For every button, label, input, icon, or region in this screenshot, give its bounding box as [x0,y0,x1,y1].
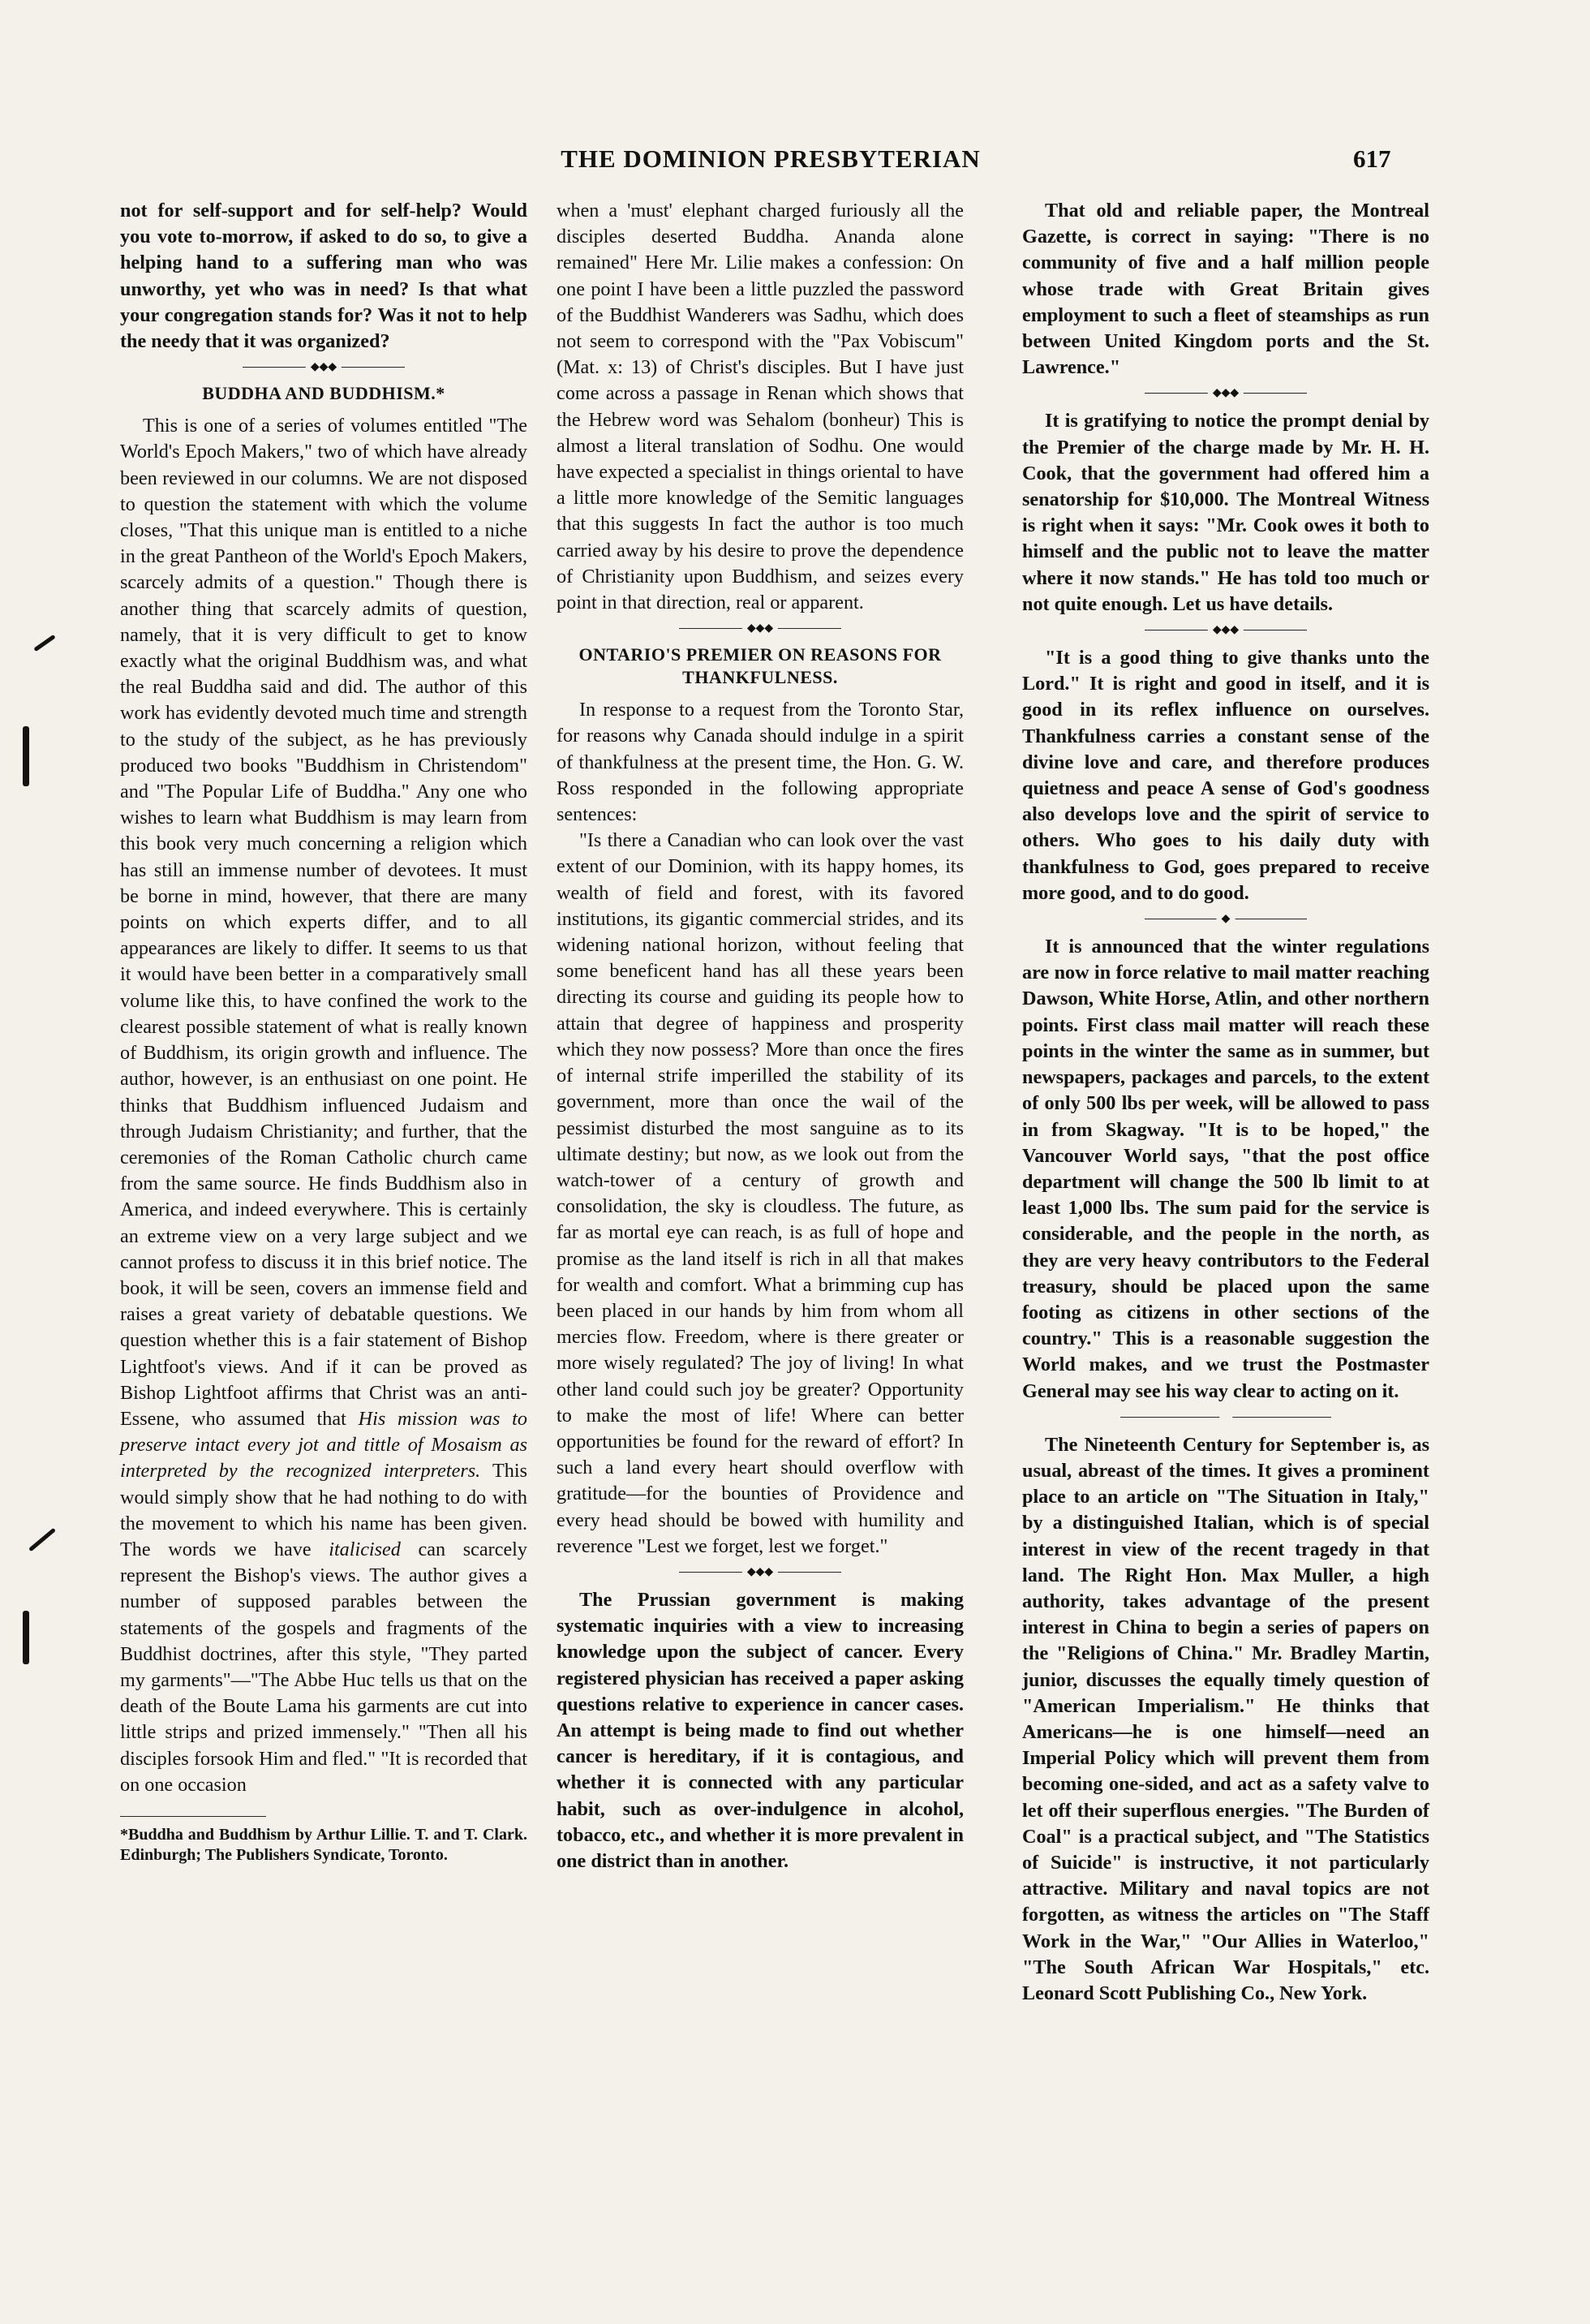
col3-para4: It is announced that the winter regulations are now in force relative to mail matter reaching Dawson, White Horse, Atlin, and other northern points. First class mail matter will reach these points in the winter the same as in summer, but newspapers, packages and parcels, to the extent of only 500 lbs per week, will be allowed to pass in from Skagway. "It is to be hoped," the Vancouver World says, "that the post office department will change the 500 lb limit to at least 1,000 lbs. The sum paid for the service is considerable, and the people in the north, as they are very heavy contributors to the Federal treasury, should be placed upon the same footing as citizens in other sections of the country." This is a reasonable suggestion the World makes, and we trust the Postmaster General may see his way clear to acting on it. [1022,936,1429,1402]
page-header-title: THE DOMINION PRESBYTERIAN [561,144,981,173]
section-divider: ◆◆◆ [243,363,405,372]
section-divider: ◆◆◆ [679,624,841,634]
footnote: *Buddha and Buddhism by Arthur Lillie. T. and T. Clark. Edinburgh; The Publishers Syndicate, Toronto. [120,1825,527,1864]
margin-mark [23,726,29,786]
col3-para5: The Nineteenth Century for September is, as usual, abreast of the times. It gives a prominent place to an article on "The Situation in Italy," by a distinguished Italian, which is of special interest in view of the recent tragedy in that land. The Right Hon. Max Muller, a high authority, takes advantage of the present interest in China to begin a series of papers on the "Religions of China." Mr. Bradley Martin, junior, discusses the equally timely question of "American Imperialism." He thinks that Americans—he is one himself—need an Imperial Policy which will prevent them from becoming one-sided, and act as a safety valve to let off their superflous energies. "The Burden of Coal" is a practical subject, and "The Statistics of Suicide" is instructive, it not particularly attractive. Military and naval topics are not forgotten, as witness the articles on "The Staff Work in the War," "Our Allies in Waterloo," "The South African War Hospitals," etc. Leonard Scott Publishing Co., New York. [1022,1433,1429,2004]
col1-body-part2: This would simply show that he had nothing to do with the movement to which his name has been given. The words we have [120,1460,527,1560]
heading-buddha-and-buddhism: BUDDHA AND BUDDHISM.* [202,383,445,404]
col2-para3: "Is there a Canadian who can look over the vast extent of our Dominion, with its happy homes, its wealth of field and forest, with its favored institutions, its gigantic commercial strides, and its widening national horizon, without feeling that some beneficent hand has all these years been directing its course and guiding its people how to attain that degree of happiness and prosperity which they now possess? More than once the fires of internal strife imperilled the stability of its government, more than once the wail of the pessimist disturbed the most sanguine as to its ultimate destiny; but now, as we look out from the watch-tower of a century of growth and consolidation, the sky is cloudless. The future, as far as mortal eye can reach, is as full of hope and promise as the land itself is rich in all that makes for wealth and comfort. What a brimming cup has been placed in our hands by him from whom all mercies flow. Freedom, where is there greater or more wisely regulated? The joy of living! In what other land could such joy be greater? Opportunity to make the most of life! Where can better opportunities be found for the reward of effort? In such a land every heart should overflow with gratitude—for the bounties of Providence and every head should be bowed with humility and reverence "Lest we forget, lest we forget." [556,829,964,1557]
section-divider: ◆ [1145,915,1307,924]
column-1 [120,198,527,1866]
section-divider: ◆◆◆ [1145,389,1307,398]
col1-intro: not for self-support and for self-help? Would you vote to-morrow, if asked to do so, to give a helping hand to a suffering man who was unworthy, yet who was in need? Is that what your congregation stands for? Was it not to help the needy that it was organized? [120,200,527,353]
margin-mark [23,1611,29,1664]
col1-body-part1: This is one of a series of volumes entitled "The World's Epoch Makers," two of which have already been reviewed in our columns. We are not disposed to question the statement with which the volume closes, "That this unique man is entitled to a niche in the great Pantheon of the World's Epoch Makers, scarcely admits of a question." Though there is another thing that scarcely admits of question, namely, that it is very difficult to get to know exactly what the original Buddhism was, and what the real Buddha said and did. The author of this work has evidently devoted much time and strength to the study of the subject, as he has previously produced two books "Buddhism in Christendom" and "The Popular Life of Buddha." Any one who wishes to learn what Buddhism is may learn from this book very much concerning a religion which has still an immense number of devotees. It must be borne in mind, however, that there are many points on which experts differ, and to all appearances are likely to differ. It seems to us that it would have been better in a comparatively small volume like this, to have confined the work to the clearest possible statement of what is really known of Buddhism, its origin growth and influence. The author, however, is an enthusiast on one point. He thinks that Buddhism influenced Judaism and through Judaism Christianity; and further, that the ceremonies of the Roman Catholic church came from the same source. He finds Buddhism also in America, and indeed everywhere. This is certainly an extreme view on a very large subject and we cannot profess to discuss it in this brief notice. The book, it will be seen, covers an immense field and raises a great variety of debatable questions. We question whether this is a fair statement of Bishop Lightfoot's views. And if it can be proved as Bishop Lightfoot affirms that Christ was an anti-Essene, who assumed that [120,415,527,1430]
col1-article-body [120,413,527,1798]
section-divider [1120,1413,1331,1422]
column-2 [556,198,964,1874]
col3-para3: "It is a good thing to give thanks unto the Lord." It is right and good in itself, and it is good in its reflex influence on ourselves. Thankfulness carries a constant sense of the divine love and care, and therefore produces quietness and peace A sense of God's goodness also develops love and the spirit of service to others. Who goes to his daily duty with thankfulness to God, goes prepared to receive more good, and to do good. [1022,647,1429,904]
page-number: 617 [1353,144,1391,173]
footnote-rule [120,1816,266,1825]
col3-para2: It is gratifying to notice the prompt denial by the Premier of the charge made by Mr. H. H. Cook, that the government had offered him a senatorship for $10,000. The Montreal Witness is right when it says: "Mr. Cook owes it both to himself and the public not to leave the matter where it now stands." He has told too much or not quite enough. Let us have details. [1022,410,1429,615]
col2-para4: The Prussian government is making systematic inquiries with a view to increasing knowledge upon the subject of cancer. Every registered physician has received a paper asking questions relative to experience in cancer cases. An attempt is being made to find out whether cancer is hereditary, if it is contagious, and whether it is connected with any particular habit, such as over-indulgence in alcohol, tobacco, etc., and whether it is more prevalent in one district than in another. [556,1588,964,1872]
col3-para1: That old and reliable paper, the Montreal Gazette, is correct in saying: "There is no community of five and a half million people whose trade with Great Britain gives employment to such a fleet of steamships as run between United Kingdom ports and the St. Lawrence." [1022,200,1429,379]
col1-italic-quote: His mission was to preserve intact every jot and tittle of Mosaism as interpreted by the recognized interpreters. [120,1407,527,1483]
col2-para1: when a 'must' elephant charged furiously all the disciples deserted Buddha. Ananda alone remained" Here Mr. Lilie makes a confession: On one point I have been a little puzzled the password of the Buddhist Wanderers was Sadhu, which does not seem to correspond with the "Pax Vobiscum" (Mat. x: 13) of Christ's disciples. But I have just come across a passage in Renan which shows that the Hebrew word was Sehalom (bonheur) This is almost a literal translation of Sodhu. One would have expected a specialist in things oriental to have a little more knowledge of the Semitic languages that this suggests In fact the author is too much carried away by his desire to prove the dependence of Christianity upon Buddhism, and seizes every point in that direction, real or apparent. [556,200,964,614]
col2-para2: In response to a request from the Toronto Star, for reasons why Canada should indulge in a spirit of thankfulness at the present time, the Hon. G. W. Ross responded in the following appropriate sentences: [556,699,964,826]
col1-body-part3: can scarcely represent the Bishop's views. The author gives a number of supposed parables between the statements of the gospels and fragments of the Buddhist doctrines, after this style, "They parted my garments"—"The Abbe Huc tells us that on the death of the Boute Lama his garments are cut into little strips and prized immensely." "Then all his disciples forsook Him and fled." "It is recorded that on one occasion [120,1538,527,1796]
section-divider: ◆◆◆ [679,1568,841,1577]
section-divider: ◆◆◆ [1145,626,1307,635]
column-3 [1022,198,1429,2007]
col1-italic-word: italicised [329,1538,401,1560]
margin-mark [33,635,55,652]
margin-mark [28,1528,56,1552]
heading-ontario-premier: ONTARIO'S PREMIER ON REASONS FOR THANKFULNESS. [578,644,942,688]
